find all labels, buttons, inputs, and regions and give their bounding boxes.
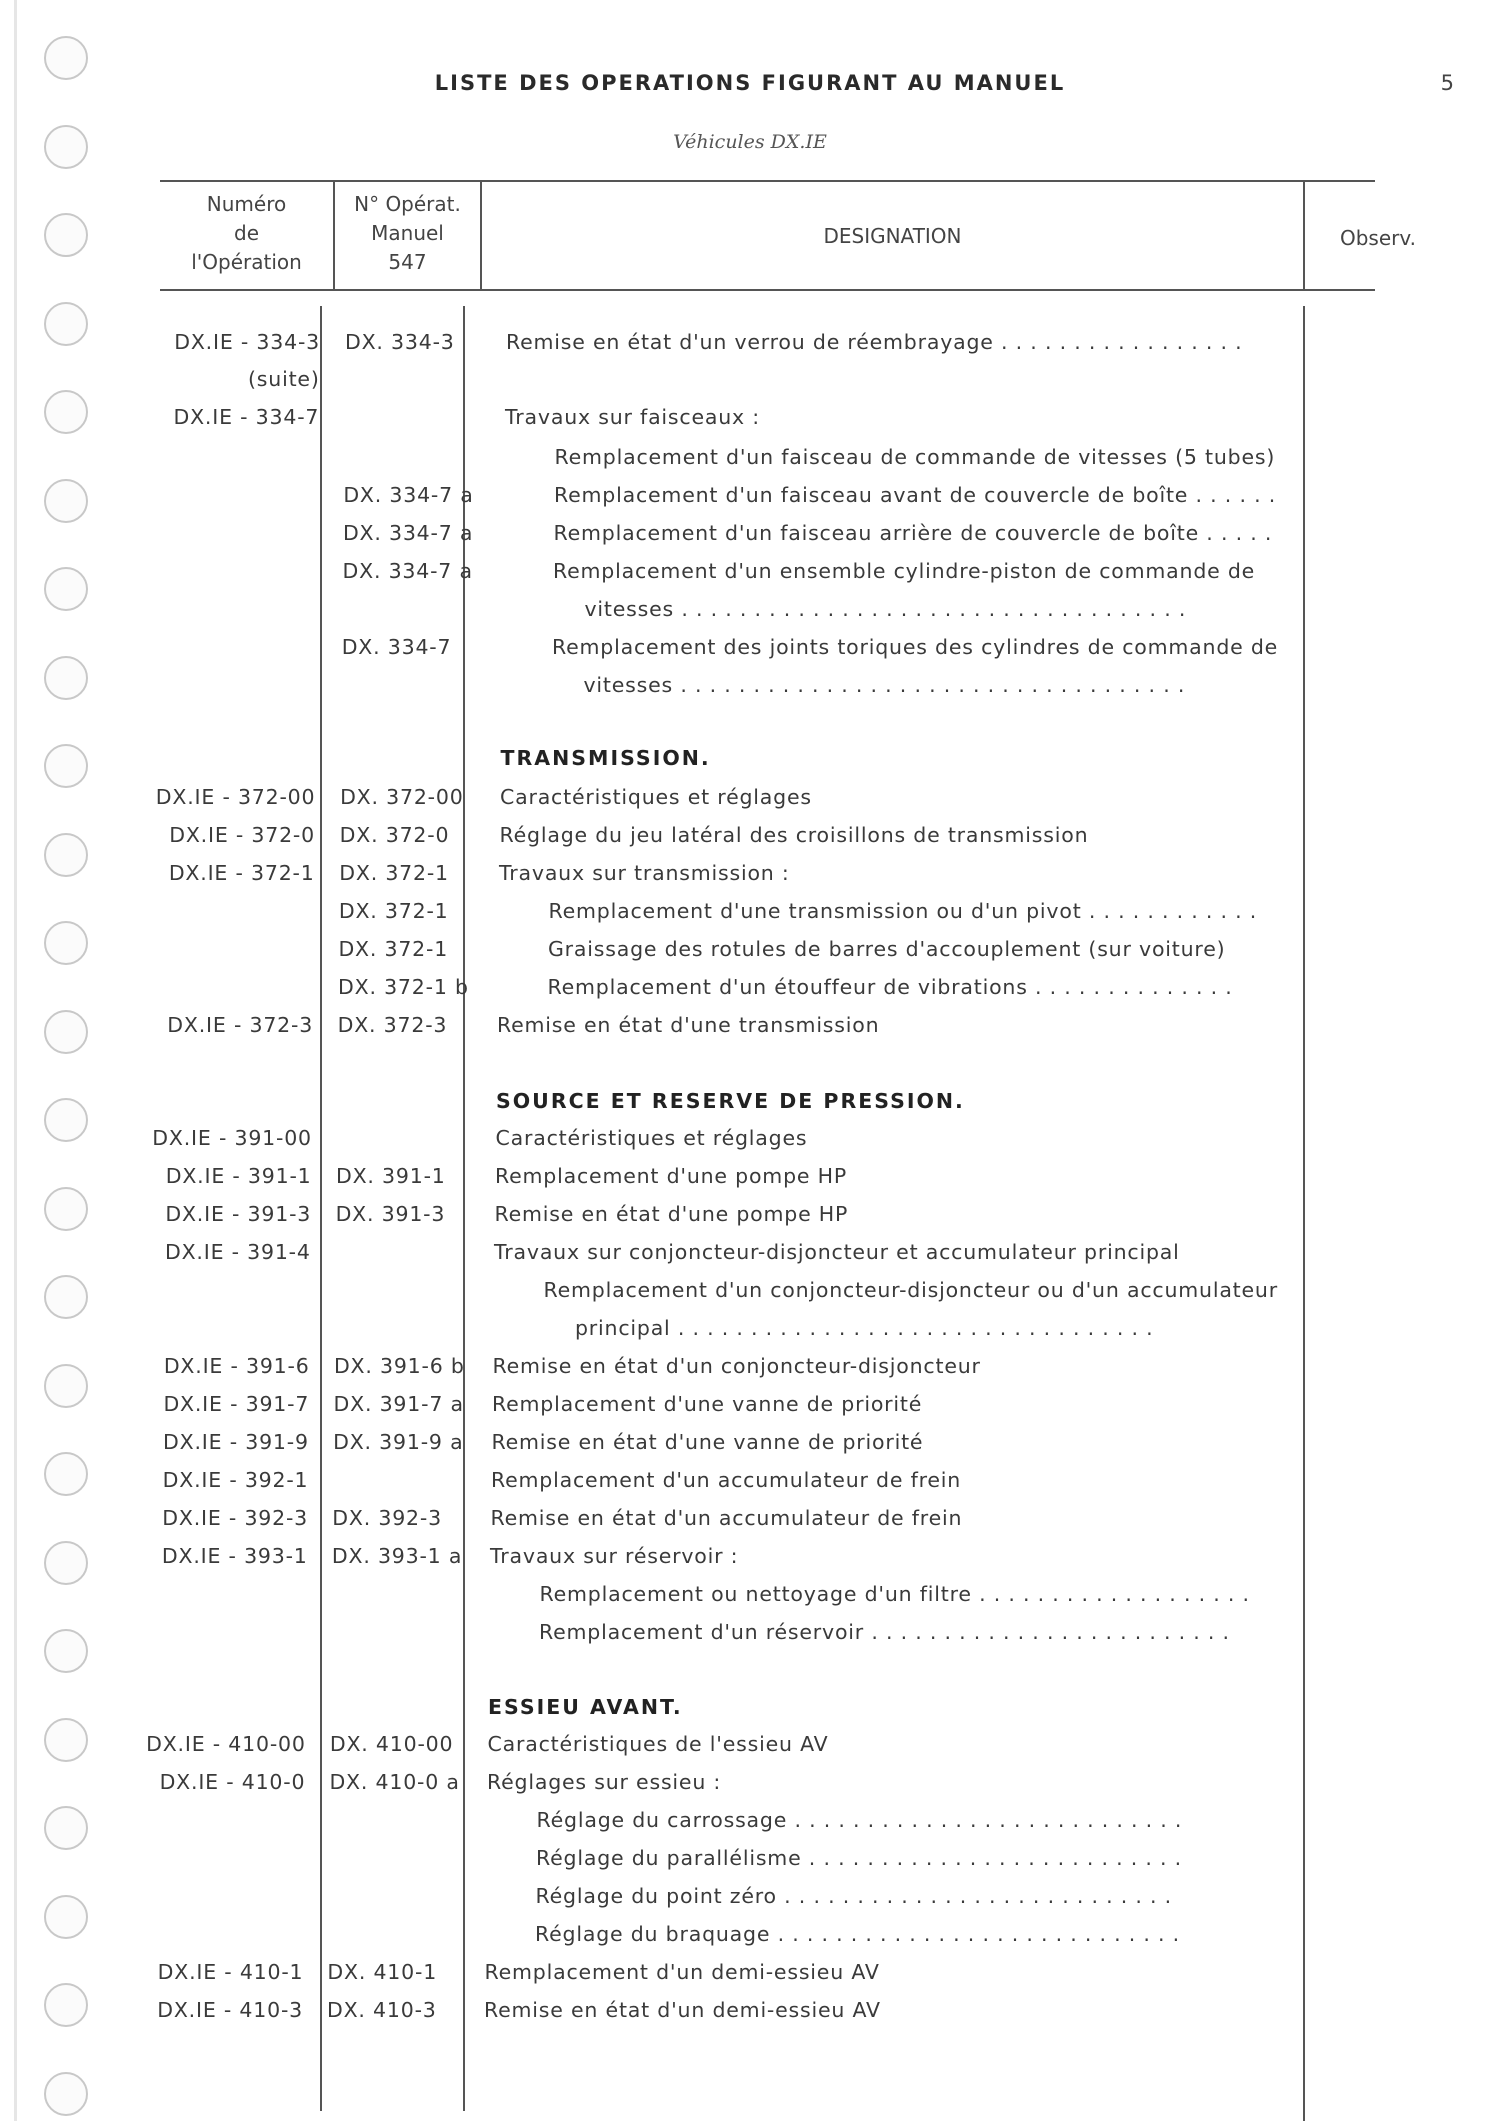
punch-hole: [44, 1629, 88, 1673]
operation-number: DX.IE - 410-0: [159, 1770, 306, 1794]
manual-operation-number: DX. 391-6 b: [333, 1354, 465, 1378]
designation-text: Caractéristiques de l'essieu AV: [487, 1732, 829, 1756]
designation-text: Remplacement ou nettoyage d'un filtre . . . . . . . . . . . . . . . . . . .: [539, 1582, 1250, 1606]
designation-text: Réglages sur essieu :: [487, 1770, 722, 1794]
manual-operation-number: DX. 372-1: [338, 899, 449, 923]
manual-operation-number: DX. 372-1 b: [338, 975, 469, 999]
manual-operation-number: DX. 372-1: [339, 861, 449, 885]
punch-hole: [44, 833, 88, 877]
table-top-rule: [160, 180, 1375, 182]
operation-number: DX.IE - 391-6: [163, 1354, 310, 1378]
designation-text: Travaux sur faisceaux :: [505, 405, 761, 429]
punch-hole: [44, 479, 88, 523]
designation-text: Remplacement d'une vanne de priorité: [491, 1392, 923, 1416]
designation-text: Caractéristiques et réglages: [495, 1126, 808, 1150]
page-title: LISTE DES OPERATIONS FIGURANT AU MANUEL: [434, 71, 1066, 95]
column-divider: [320, 306, 322, 2111]
punch-hole: [44, 1718, 88, 1762]
designation-text: Remise en état d'une pompe HP: [494, 1202, 849, 1226]
manual-operation-number: DX. 334-3: [345, 330, 455, 354]
binder-edge: [14, 0, 17, 2121]
punch-hole: [44, 302, 88, 346]
operation-number: DX.IE - 372-1: [168, 861, 315, 885]
punch-hole: [44, 2072, 88, 2116]
operation-number: DX.IE - 392-3: [162, 1506, 309, 1530]
manual-operation-number: DX. 334-7: [341, 635, 452, 659]
manual-operation-number: DX. 372-00: [340, 785, 464, 809]
manual-operation-number: DX. 372-1: [338, 937, 449, 961]
manual-operation-number: DX. 410-1: [327, 1960, 438, 1984]
header-operation-manuel: N° Opérat. Manuel 547: [354, 192, 461, 274]
designation-text: Remise en état d'un demi-essieu AV: [484, 1998, 881, 2022]
punch-hole: [44, 1541, 88, 1585]
designation-text: vitesses . . . . . . . . . . . . . . . . . . . . . . . . . . . . . . . . . . .: [583, 673, 1186, 697]
operation-number: DX.IE - 410-1: [157, 1960, 304, 1984]
section-heading: ESSIEU AVANT.: [487, 1695, 683, 1719]
punch-hole: [44, 1187, 88, 1231]
manual-operation-number: DX. 334-7 a: [342, 521, 474, 545]
punch-hole: [44, 1806, 88, 1850]
manual-operation-number: DX. 410-00: [329, 1732, 454, 1756]
designation-text: Remplacement d'un accumulateur de frein: [490, 1468, 962, 1492]
punch-hole: [44, 1983, 88, 2027]
designation-text: Remplacement d'un réservoir . . . . . . . . . . . . . . . . . . . . . . . . .: [538, 1620, 1230, 1644]
designation-text: Travaux sur conjoncteur-disjoncteur et accumulateur principal: [493, 1240, 1180, 1264]
section-heading: SOURCE ET RESERVE DE PRESSION.: [495, 1089, 965, 1113]
designation-text: Remplacement d'une transmission ou d'un pivot . . . . . . . . . . . .: [548, 899, 1258, 923]
operation-number: (suite): [248, 367, 320, 391]
designation-text: Remise en état d'un accumulateur de frein: [490, 1506, 963, 1530]
manual-operation-number: DX. 391-7 a: [333, 1392, 464, 1416]
designation-text: Travaux sur transmission :: [498, 861, 790, 885]
manual-operation-number: DX. 393-1 a: [331, 1544, 463, 1568]
designation-text: Réglage du parallélisme . . . . . . . . . . . . . . . . . . . . . . . . . .: [536, 1846, 1182, 1870]
punch-hole: [44, 1895, 88, 1939]
table-header-rule: [160, 289, 1375, 291]
designation-text: Remise en état d'une transmission: [496, 1013, 880, 1037]
operation-number: DX.IE - 372-00: [155, 785, 316, 809]
punch-hole: [44, 390, 88, 434]
punch-hole: [44, 744, 88, 788]
operation-number: DX.IE - 392-1: [162, 1468, 309, 1492]
manual-operation-number: DX. 391-1: [336, 1164, 446, 1188]
header-designation: DESIGNATION: [823, 224, 962, 248]
operation-number: DX.IE - 334-7: [173, 405, 320, 429]
designation-text: Remplacement d'un demi-essieu AV: [484, 1960, 880, 1984]
punch-hole: [44, 567, 88, 611]
punch-hole: [44, 656, 88, 700]
designation-text: Réglage du carrossage . . . . . . . . . . . . . . . . . . . . . . . . . . .: [536, 1808, 1183, 1832]
punch-hole: [44, 921, 88, 965]
operation-number: DX.IE - 391-7: [163, 1392, 310, 1416]
header-observations: Observ.: [1339, 226, 1417, 250]
column-divider: [1303, 306, 1305, 2121]
designation-text: Remplacement d'un ensemble cylindre-piston de commande de: [552, 559, 1256, 583]
manual-operation-number: DX. 372-0: [339, 823, 450, 847]
punch-hole: [44, 1010, 88, 1054]
designation-text: Remplacement d'un faisceau de commande de vitesses (5 tubes): [554, 445, 1276, 469]
punch-hole: [44, 213, 88, 257]
manual-operation-number: DX. 372-3: [337, 1013, 448, 1037]
designation-text: Remplacement des joints toriques des cylindres de commande de: [551, 635, 1279, 659]
punch-hole: [44, 1275, 88, 1319]
operation-number: DX.IE - 393-1: [161, 1544, 308, 1568]
operation-number: DX.IE - 410-3: [157, 1998, 303, 2022]
operation-number: DX.IE - 391-1: [165, 1164, 312, 1188]
operation-number: DX.IE - 391-4: [164, 1240, 311, 1264]
designation-text: Réglage du braquage . . . . . . . . . . . . . . . . . . . . . . . . . . . .: [535, 1922, 1180, 1946]
designation-text: Remplacement d'un conjoncteur-disjoncteur ou d'un accumulateur: [543, 1278, 1278, 1302]
designation-text: Réglage du point zéro . . . . . . . . . . . . . . . . . . . . . . . . . . .: [535, 1884, 1172, 1908]
designation-text: Remise en état d'un verrou de réembrayage . . . . . . . . . . . . . . . . .: [506, 330, 1243, 354]
designation-text: Caractéristiques et réglages: [499, 785, 812, 809]
punch-hole: [44, 1098, 88, 1142]
page-number: 5: [1440, 71, 1454, 95]
manual-operation-number: DX. 334-7 a: [342, 559, 473, 583]
manual-operation-number: DX. 391-9 a: [333, 1430, 464, 1454]
operation-number: DX.IE - 372-3: [167, 1013, 314, 1037]
manual-operation-number: DX. 410-3: [327, 1998, 437, 2022]
punch-hole: [44, 1452, 88, 1496]
designation-text: Remplacement d'un faisceau arrière de couvercle de boîte . . . . .: [553, 521, 1273, 545]
designation-text: Travaux sur réservoir :: [489, 1544, 739, 1568]
operation-number: DX.IE - 391-3: [165, 1202, 312, 1226]
header-numero: Numéro de l'Opération: [191, 192, 302, 274]
manual-operation-number: DX. 392-3: [332, 1506, 442, 1530]
designation-text: Remise en état d'une vanne de priorité: [491, 1430, 924, 1454]
designation-text: Graissage des rotules de barres d'accouplement (sur voiture): [547, 937, 1226, 961]
operation-number: DX.IE - 372-0: [169, 823, 315, 847]
manual-operation-number: DX. 391-3: [335, 1202, 446, 1226]
page-subtitle: Véhicules DX.IE: [673, 131, 827, 153]
designation-text: Réglage du jeu latéral des croisillons de transmission: [499, 823, 1089, 847]
punch-hole: [44, 1364, 88, 1408]
designation-text: Remplacement d'un étouffeur de vibrations . . . . . . . . . . . . . .: [547, 975, 1233, 999]
designation-text: principal . . . . . . . . . . . . . . . . . . . . . . . . . . . . . . . . .: [574, 1316, 1154, 1340]
designation-text: Remplacement d'un faisceau avant de couvercle de boîte . . . . . .: [553, 483, 1277, 507]
operation-number: DX.IE - 391-9: [163, 1430, 309, 1454]
operation-number: DX.IE - 334-3: [174, 330, 320, 354]
manual-operation-number: DX. 334-7 a: [343, 483, 474, 507]
operation-number: DX.IE - 391-00: [152, 1126, 312, 1150]
manual-operation-number: DX. 410-0 a: [329, 1770, 460, 1794]
designation-text: Remplacement d'une pompe HP: [495, 1164, 847, 1188]
designation-text: Remise en état d'un conjoncteur-disjoncteur: [492, 1354, 981, 1378]
section-heading: TRANSMISSION.: [500, 746, 711, 770]
operation-number: DX.IE - 410-00: [146, 1732, 306, 1756]
designation-text: vitesses . . . . . . . . . . . . . . . . . . . . . . . . . . . . . . . . . . .: [584, 597, 1187, 621]
